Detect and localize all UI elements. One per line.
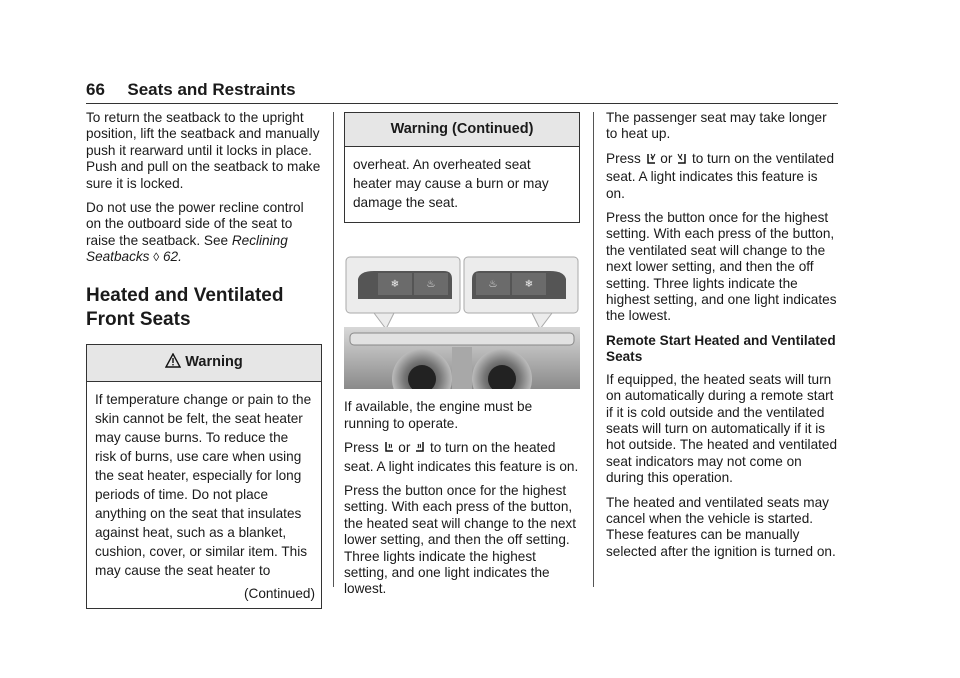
column-3 — [606, 110, 840, 568]
warning-body: If temperature change or pain to the skin cannot be felt, the seat heater may cause burns. To reduce the risk of burns, use care when using the seat heater, especially for long periods of time. Do not place anything on the seat that insulates against heat, such as a blanket, cushion, cover, or similar item. This may cause the seat heater to — [95, 392, 312, 579]
paragraph-ventilated-settings: Press the button once for the highest setting. With each press of the button, the ventilated seat will change to the next lower setting, and then the off setting. Three lights indicate the highest setting, and one light indicates the lowest. — [606, 210, 837, 324]
section-title: Seats and Restraints — [127, 80, 296, 99]
svg-text:♨: ♨ — [426, 279, 436, 291]
reclining-seatbacks-link[interactable]: Reclining Seatbacks — [86, 232, 288, 265]
subheading-remote-start: Remote Start Heated and Ventilated Seats — [606, 332, 836, 365]
press-text: Press — [344, 440, 383, 456]
warning-continued: (Continued) — [243, 586, 315, 602]
ventilated-seat-passenger-icon — [676, 152, 688, 169]
paragraph-remote-start: If equipped, the heated seats will turn on automatically during a remote start if it is cold outside and the ventilated seats will turn on automatically if it is hot outside. The heated and ventilated seat indicators may not come on during this operation. — [606, 371, 838, 486]
or-text: or — [656, 150, 677, 166]
paragraph-upright: To return the seatback to the upright position, lift the seatback and manually push it rearward until it locks in place. Push and pull on the seatback to make sure it is locked. — [86, 110, 321, 191]
paragraph-press-ventilated — [606, 151, 840, 202]
column-divider — [333, 112, 334, 587]
heated-seat-driver-icon — [383, 441, 395, 458]
paragraph-heated-settings: Press the button once for the highest setting. With each press of the button, the heated seat will change to the next lower setting, and then the off setting. Three lights indicate the highest setting, and one light indicates the lowest. — [344, 483, 577, 597]
paragraph-press-heated — [344, 440, 580, 475]
warning-continued-box — [344, 112, 580, 223]
page-ref-icon: ◊ — [153, 250, 160, 265]
warning-triangle-icon — [165, 353, 181, 372]
paragraph-cancel: The heated and ventilated seats may cancel when the vehicle is started. These features can be manually selected after the ignition is turned on. — [606, 494, 836, 559]
column-2 — [344, 110, 580, 606]
page-number: 66 — [86, 80, 105, 99]
warning-continued-header: Warning (Continued) — [345, 113, 579, 147]
heated-seat-passenger-icon — [414, 441, 426, 458]
page-ref[interactable]: 62. — [159, 249, 182, 265]
ventilated-seat-driver-icon — [645, 152, 657, 169]
warning-header — [87, 345, 321, 382]
paragraph-engine-running: If available, the engine must be running to operate. — [344, 399, 533, 431]
column-1 — [86, 110, 322, 609]
warning-title: Warning — [185, 353, 243, 370]
column-divider — [593, 112, 594, 587]
svg-text:❄: ❄ — [390, 279, 400, 291]
heated-instructions-text: to turn on the heated seat. A light indicates this feature is on. — [344, 440, 579, 474]
svg-text:❄: ❄ — [524, 279, 534, 291]
or-text: or — [394, 440, 415, 456]
heading-heated-ventilated: Heated and Ventilated Front Seats — [86, 284, 284, 330]
paragraph-recline — [86, 200, 322, 266]
press-text: Press — [606, 150, 645, 166]
svg-text:♨: ♨ — [488, 279, 498, 291]
warning-continued-body: overheat. An overheated seat heater may cause a burn or may damage the seat. — [353, 157, 549, 211]
warning-box — [86, 344, 322, 610]
page-header — [86, 80, 838, 104]
paragraph-passenger-heat: The passenger seat may take longer to heat up. — [606, 110, 827, 142]
recline-text: Do not use the power recline control on the outboard side of the seat to raise the seatback. See — [86, 200, 304, 248]
seat-controls-illustration — [344, 249, 580, 389]
ventilated-instructions-text: to turn on the ventilated seat. A light indicates this feature is on. — [606, 150, 835, 201]
